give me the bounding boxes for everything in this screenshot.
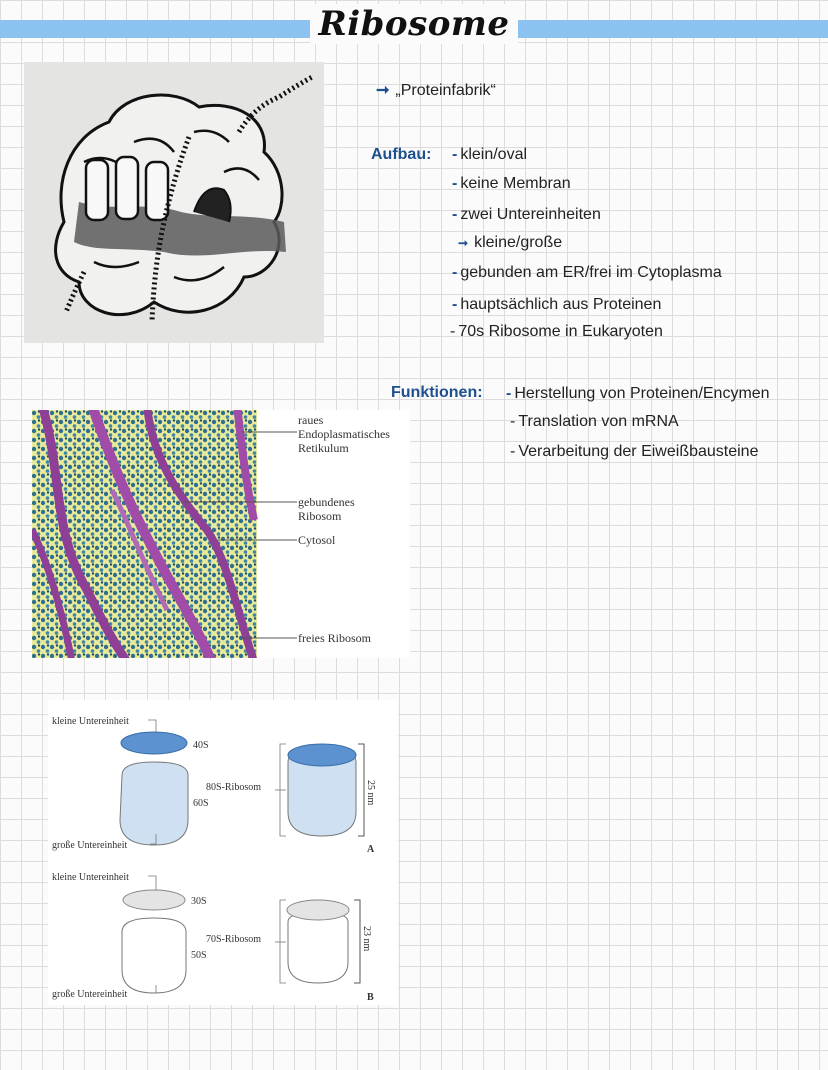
label-60s: 60S <box>193 798 209 809</box>
label-40s: 40S <box>193 740 209 751</box>
label-kleine-untereinheit-b: kleine Untereinheit <box>52 872 129 883</box>
aufbau-subitem: ➞ kleine/große <box>458 234 563 251</box>
funktionen-heading: Funktionen: <box>391 384 483 401</box>
page-title: Ribosome <box>0 4 828 44</box>
aufbau-item-5: - hauptsächlich aus Proteinen <box>452 296 662 313</box>
aufbau-item-2: - keine Membran <box>452 175 571 192</box>
funktionen-item-2: - Translation von mRNA <box>510 413 679 430</box>
arrow-right-icon: ➞ <box>376 82 390 99</box>
nickname-text: „Proteinfabrik“ <box>395 82 496 99</box>
label-80s-ribosom: 80S-Ribosom <box>206 782 262 793</box>
label-23nm: 23 nm <box>361 926 372 952</box>
label-kleine-untereinheit-a: kleine Untereinheit <box>52 716 129 727</box>
nickname-line <box>376 80 496 100</box>
label-raues: raues <box>298 413 324 427</box>
aufbau-heading: Aufbau: <box>371 146 432 163</box>
label-ribosom: Ribosom <box>298 509 342 523</box>
aufbau-item-6: - 70s Ribosome in Eukaryoten <box>450 323 663 340</box>
label-70s-ribosom: 70S-Ribosom <box>206 934 262 945</box>
ribosome-drawing <box>24 62 324 343</box>
aufbau-item-1: - klein/oval <box>452 146 528 163</box>
label-grosse-untereinheit-a: große Untereinheit <box>52 840 128 851</box>
label-30s: 30S <box>191 896 207 907</box>
label-gebundenes: gebundenes <box>298 495 355 509</box>
aufbau-item-4: - gebunden am ER/frei im Cytoplasma <box>452 264 722 281</box>
label-50s: 50S <box>191 950 207 961</box>
label-endoplasmatisches: Endoplasmatisches <box>298 427 390 441</box>
label-b: B <box>367 992 374 1003</box>
arrow-right-small-icon: ➞ <box>458 236 469 250</box>
er-micrograph <box>32 410 410 658</box>
aufbau-item-3: - zwei Untereinheiten <box>452 206 601 223</box>
funktionen-item-1: - Herstellung von Proteinen/Encymen <box>506 385 770 402</box>
label-grosse-untereinheit-b: große Untereinheit <box>52 989 128 1000</box>
label-cytosol: Cytosol <box>298 533 336 547</box>
label-freies-ribosom: freies Ribosom <box>298 631 371 645</box>
label-25nm: 25 nm <box>365 780 376 806</box>
label-a: A <box>367 844 375 855</box>
funktionen-item-3: - Verarbeitung der Eiweißbausteine <box>510 443 759 460</box>
label-retikulum: Retikulum <box>298 441 349 455</box>
ribosome-subunit-diagram <box>48 700 398 1005</box>
